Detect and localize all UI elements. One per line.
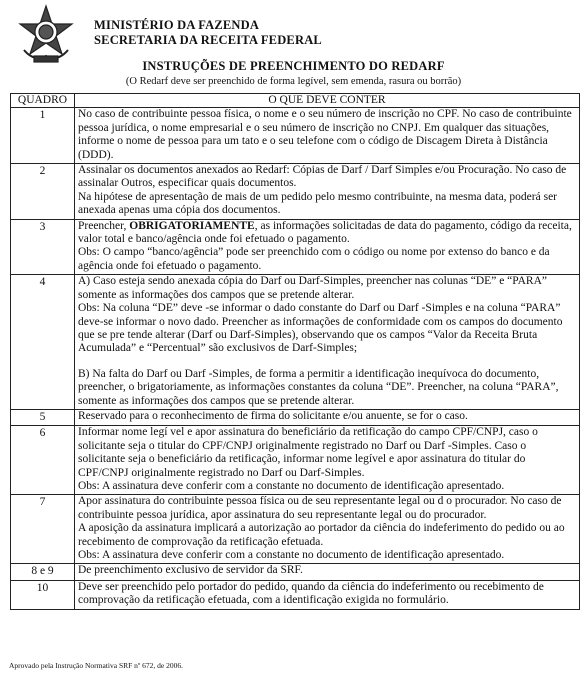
table-row bbox=[11, 409, 580, 425]
row-content bbox=[75, 580, 580, 609]
row-paragraph: No caso de contribuinte pessoa física, o nome e o seu número de inscrição no CPF. No caso de contribuinte pessoa jurídica, o nome empresarial e o seu número de inscrição no CNPJ. Em qualquer das situações, informe o nome de pessoa para um tato e o seu telefone com o código de Discagem Direta à Distância (DDD). bbox=[78, 108, 572, 161]
secretariat-name: SECRETARIA DA RECEITA FEDERAL bbox=[94, 33, 322, 47]
row-paragraph: A) Caso esteja sendo anexada cópia do Darf ou Darf-Simples, preencher nas colunas “DE” e “PARA” somente as informações dos campos que se pretende alterar. bbox=[78, 275, 547, 301]
text-run: , as informações solicitadas de data do pagamento, código da receita, valor total e banco/agência onde foi efetuado o pagamento. bbox=[78, 219, 572, 246]
row-content bbox=[75, 108, 580, 164]
table-row bbox=[11, 275, 580, 410]
row-paragraph bbox=[78, 220, 576, 247]
row-content bbox=[75, 275, 580, 410]
quadro-number: 3 bbox=[11, 219, 75, 275]
quadro-number: 5 bbox=[11, 409, 75, 425]
quadro-number: 6 bbox=[11, 426, 75, 495]
instructions-table bbox=[10, 93, 580, 610]
row-paragraph: Deve ser preenchido pelo portador do pedido, quando da ciência do indeferimento ou recebimento de comprovação da retificação efetuada, com a identificação exigida no formulário. bbox=[78, 580, 544, 607]
row-content bbox=[75, 164, 580, 220]
quadro-number: 1 bbox=[11, 108, 75, 164]
ministry-name: MINISTÉRIO DA FAZENDA bbox=[94, 18, 260, 32]
quadro-number: 2 bbox=[11, 164, 75, 220]
table-row bbox=[11, 164, 580, 220]
table-header-row bbox=[11, 94, 580, 108]
table-row bbox=[11, 495, 580, 564]
row-content bbox=[75, 219, 580, 275]
emphasis-text: OBRIGATORIAMENTE bbox=[129, 219, 255, 232]
ministry-heading bbox=[94, 18, 322, 48]
row-paragraph: Na hipótese de apresentação de mais de um pedido pelo mesmo contribuinte, na mesma data, poderá ser anexada apenas uma cópia dos documentos. bbox=[78, 190, 558, 217]
column-header-conteudo: O QUE DEVE CONTER bbox=[75, 94, 580, 108]
page-title: INSTRUÇÕES DE PREENCHIMENTO DO REDARF bbox=[142, 59, 445, 73]
row-paragraph: A aposição da assinatura implicará a autorização ao portador da ciência do indeferimento do pedido ou ao recebimento de comprovação da retificação efetuada. bbox=[78, 522, 565, 548]
quadro-number: 8 e 9 bbox=[11, 564, 75, 580]
row-paragraph: Obs: A assinatura deve conferir com a constante no documento de identificação apresentado. bbox=[78, 479, 505, 492]
row-paragraph: De preenchimento exclusivo de servidor da SRF. bbox=[78, 564, 303, 577]
quadro-number: 7 bbox=[11, 495, 75, 564]
row-content bbox=[75, 495, 580, 564]
text-run: Preencher, bbox=[78, 219, 130, 232]
table-row bbox=[11, 108, 580, 164]
row-paragraph: Obs: A assinatura deve conferir com a constante no documento de identificação apresentado. bbox=[78, 549, 505, 561]
table-row bbox=[11, 219, 580, 275]
page-subtitle: (O Redarf deve ser preenchido de forma legível, sem emenda, rasura ou borrão) bbox=[125, 76, 462, 87]
row-content bbox=[75, 426, 580, 495]
quadro-number: 4 bbox=[11, 275, 75, 410]
row-paragraph: B) Na falta do Darf ou Darf -Simples, de forma a permitir a identificação inequívoca do documento, preencher, o brigatoriamente, as informações constantes da coluna “DE”. Preencher, na coluna “PARA”, somente as informações dos campos que se pretende alterar. bbox=[78, 367, 559, 407]
row-paragraph: Obs: Na coluna “DE” deve -se informar o dado constante do Darf ou Darf -Simples e na coluna “PARA” deve-se informar o novo dado. Preencher as informações de conformidade com os campos do documento que se pre tende alterar (Darf ou Darf-Simples), observando que os campos “Valor da Receita Bruta Acumulada” e “Percentual” são exclusivos de Darf-Simples; bbox=[78, 302, 563, 355]
row-paragraph: Obs: O campo “banco/agência” pode ser preenchido com o código ou nome por extenso do banco e da agência onde foi efetuado o pagamento. bbox=[78, 246, 550, 272]
coat-of-arms-icon bbox=[14, 4, 78, 64]
row-content bbox=[75, 409, 580, 425]
table-row bbox=[11, 426, 580, 495]
row-paragraph: Assinalar os documentos anexados ao Redarf: Cópias de Darf / Darf Simples e/ou Procuração. No caso de assinalar Outros, especificar quais documentos. bbox=[78, 164, 567, 190]
approval-footnote: Aprovado pela Instrução Normativa SRF nº 672, de 2006. bbox=[9, 661, 183, 670]
quadro-number: 10 bbox=[11, 580, 75, 609]
row-paragraph: Informar nome legí vel e apor assinatura do beneficiário da retificação do campo CPF/CNPJ, caso o solicitante seja o titular do CPF/CNPJ originalmente registrado no Darf ou Darf -Simples. Caso o solicitante seja o beneficiário da retificação, informar nome legível e apor assinatura do titular do CPF/CNPJ originalmente registrado no Darf ou Darf-Simples. bbox=[78, 426, 538, 479]
table-row bbox=[11, 564, 580, 580]
table-row bbox=[11, 580, 580, 609]
document-header bbox=[6, 4, 581, 96]
column-header-quadro: QUADRO bbox=[11, 94, 75, 108]
row-paragraph: Reservado para o reconhecimento de firma do solicitante e/ou anuente, se for o caso. bbox=[78, 409, 468, 422]
row-paragraph: Apor assinatura do contribuinte pessoa física ou de seu representante legal ou d o procurador. No caso de contribuinte pessoa jurídica, apor assinatura do seu representante legal ou do procurador. bbox=[78, 495, 562, 521]
row-content bbox=[75, 564, 580, 580]
